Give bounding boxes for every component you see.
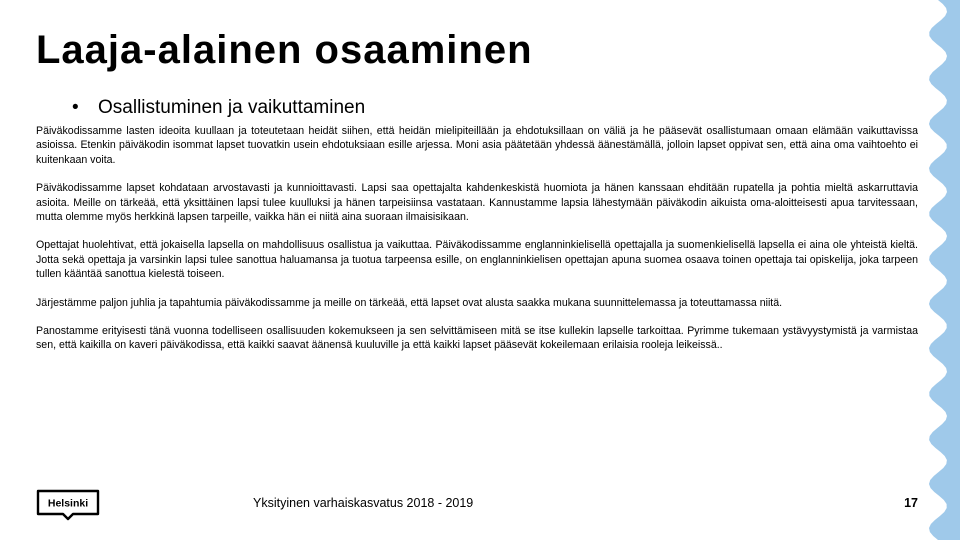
page-number: 17 — [904, 496, 918, 510]
paragraph: Järjestämme paljon juhlia ja tapahtumia päiväkodissamme ja meille on tärkeää, että lapset ovat alusta saakka mukana suunnittelemassa ja toteuttamassa niitä. — [36, 296, 783, 309]
slide-title: Laaja-alainen osaaminen — [36, 28, 533, 72]
body-text — [36, 124, 918, 367]
helsinki-logo — [36, 489, 100, 521]
svg-text:Helsinki: Helsinki — [47, 497, 89, 510]
paragraph: Opettajat huolehtivat, että jokaisella lapsella on mahdollisuus osallistua ja vaikuttaa. Päiväkodissamme englanninkielisellä opettajalla ja suomenkielisellä lapsella ei aina ole yhteistä kieltä. Jotta sekä opettaja ja varsinkin lapsi tulee sanottua haluamansa ja tuotua tarpeensa esille, on englanninkielisen opettajan apuna suomea osaava toinen opettaja tai opiskelija, joka tarpeen tullen kääntää sanottua kielestä toiseen. — [36, 239, 918, 281]
paragraph: Panostamme erityisesti tänä vuonna todelliseen osallisuuden kokemukseen ja sen selvittämiseen mitä se itse kullekin lapselle tarkoittaa. Pyrimme tukemaan ystävyystymistä ja varmistaa sen, että kaikilla on kaveri päiväkodissa, että kaikki saavat äänensä kuuluville ja että kaikki lapset pääsevät kokeilemaan erilaisia rooleja leikeissä.. — [36, 325, 918, 352]
paragraph: Päiväkodissamme lapset kohdataan arvostavasti ja kunnioittavasti. Lapsi saa opettajalta kahdenkeskistä huomiota ja hänen kanssaan ehditään rupatella ja pohtia mieltä askarruttavia asioita. Meille on tärkeää, että yksittäinen lapsi tulee kuulluksi ja hänen tarpeisiinsa vastataan. Kannustamme lapsia lähestymään päiväkodin aikuista oma-aloitteisesti apua tarvitessaan, mutta olemme myös herkkinä lapsen tarpeille, vaikka hän ei niitä aina suoraan ilmaisisikaan. — [36, 182, 918, 224]
footer-text: Yksityinen varhaiskasvatus 2018 - 2019 — [253, 496, 474, 510]
bullet-heading — [72, 97, 365, 119]
paragraph: Päiväkodissamme lasten ideoita kuullaan ja toteutetaan heidät siihen, että heidän mielipiteillään ja ehdotuksillaan on väliä ja he pääsevät osallistumaan omaan elämään vaikuttavissa asioissa. Etenkin päiväkodin isommat lapset tuovatkin usein ehdotuksiaan esille arjessa. Moni asia päätetään yhdessä äänestämällä, jolloin lapset oppivat sen, että aina oma vaihtoehto ei kuitenkaan voita. — [36, 125, 918, 166]
bullet-text: Osallistuminen ja vaikuttaminen — [98, 97, 366, 118]
bullet-icon: • — [72, 97, 79, 118]
